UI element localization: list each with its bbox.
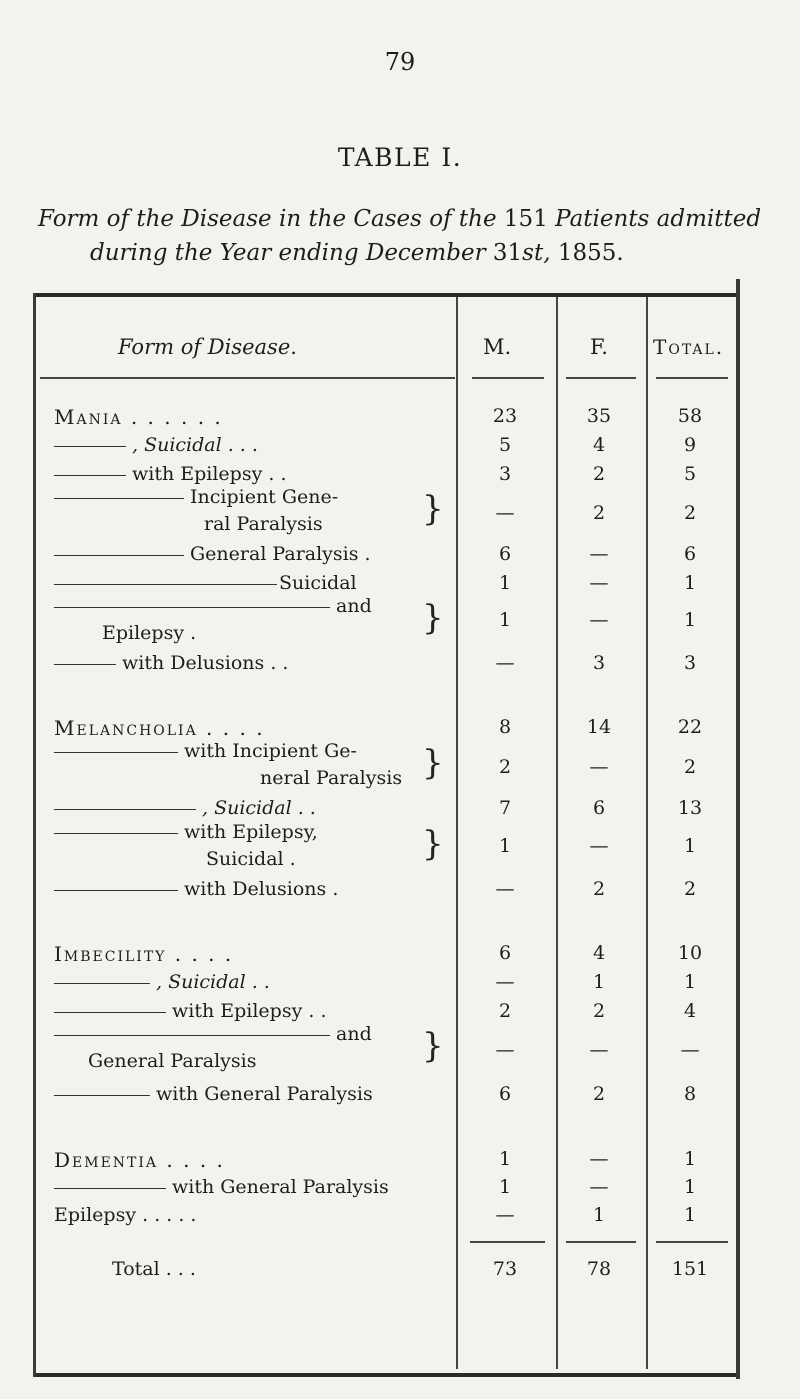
row-label-continued: neral Paralysis (260, 767, 403, 789)
row-label: Mania . . . . . . (54, 405, 223, 429)
row-label: Dementia . . . . (54, 1148, 225, 1172)
row-label: and (336, 1023, 372, 1045)
cell-total: 22 (677, 716, 703, 738)
cell-female: — (589, 835, 609, 857)
cell-female: 2 (592, 1000, 606, 1022)
row-label: , Suicidal . . (156, 971, 270, 993)
cell-total: 1 (683, 609, 697, 631)
header-rule-total (656, 377, 728, 379)
cell-male: 2 (498, 1000, 512, 1022)
ditto-dash (54, 1035, 330, 1036)
header-form-of-disease: Form of Disease. (118, 335, 297, 359)
ditto-dash (54, 1012, 166, 1013)
ditto-dash (54, 475, 126, 476)
total-rule-m (470, 1241, 545, 1243)
total-label: Total . . . (112, 1258, 196, 1280)
cell-female: — (589, 1176, 609, 1198)
cell-total: 1 (683, 1204, 697, 1226)
table-row (40, 821, 740, 875)
total-total: 151 (671, 1258, 709, 1280)
table-row (40, 1077, 740, 1111)
total-male: 73 (492, 1258, 518, 1280)
cell-total: 1 (683, 971, 697, 993)
total-row (40, 1252, 740, 1286)
ditto-dash (54, 833, 178, 834)
caption-line2-c: st, (522, 240, 558, 266)
row-label: with Epilepsy . . (132, 463, 287, 485)
page-number: 79 (384, 48, 416, 76)
ditto-dash (54, 983, 150, 984)
row-label: General Paralysis . (190, 543, 371, 565)
caption-line1-a: Form of the Disease in the Cases of the (38, 206, 504, 232)
cell-male: 1 (498, 835, 512, 857)
row-label: with Epilepsy, (184, 821, 318, 843)
cell-female: 2 (592, 502, 606, 524)
cell-total: 8 (683, 1083, 697, 1105)
cell-total: 6 (683, 543, 697, 565)
cell-male: 7 (498, 797, 512, 819)
cell-total: 1 (683, 1176, 697, 1198)
caption-line2-a: during the Year ending December (90, 240, 493, 266)
caption-line2-d: 1855. (557, 240, 624, 266)
ditto-dash (54, 664, 116, 665)
row-label-continued: Suicidal . (206, 848, 296, 870)
table-row (40, 710, 740, 744)
cell-male: — (495, 971, 515, 993)
cell-total: 2 (683, 756, 697, 778)
row-label: with Delusions . . (122, 652, 289, 674)
cell-female: 2 (592, 1083, 606, 1105)
table-caption (38, 202, 778, 270)
cell-total: 58 (677, 405, 703, 427)
ditto-dash (54, 555, 184, 556)
cell-total: 2 (683, 878, 697, 900)
cell-male: — (495, 1039, 515, 1061)
cell-female: — (589, 543, 609, 565)
cell-female: — (589, 609, 609, 631)
ditto-dash (54, 1095, 150, 1096)
row-label-continued: ral Paralysis (204, 513, 323, 535)
cell-total: — (680, 1039, 700, 1061)
cell-female: 3 (592, 652, 606, 674)
table-title: TABLE I. (337, 143, 463, 172)
cell-male: 6 (498, 1083, 512, 1105)
brace-glyph: } (422, 824, 444, 864)
row-label-continued: Epilepsy . (102, 622, 197, 644)
header-total: Total. (653, 335, 725, 359)
cell-total: 1 (683, 1148, 697, 1170)
cell-male: — (495, 502, 515, 524)
cell-female: 1 (592, 971, 606, 993)
header-rule-form (40, 377, 455, 379)
cell-total: 2 (683, 502, 697, 524)
cell-male: 1 (498, 1148, 512, 1170)
cell-total: 3 (683, 652, 697, 674)
brace-glyph: } (422, 489, 444, 529)
header-rule-f (566, 377, 636, 379)
caption-line1-b: 151 (503, 206, 548, 232)
cell-male: 1 (498, 572, 512, 594)
cell-female: 1 (592, 1204, 606, 1226)
cell-total: 1 (683, 835, 697, 857)
table-row (40, 595, 740, 649)
table-row (40, 791, 740, 825)
ditto-dash (54, 752, 178, 753)
row-label: Melancholia . . . . (54, 716, 265, 740)
table-row (40, 1023, 740, 1077)
table-row (40, 740, 740, 794)
brace-glyph: } (422, 598, 444, 638)
table-row (40, 486, 740, 540)
cell-male: — (495, 1204, 515, 1226)
cell-total: 13 (677, 797, 703, 819)
cell-female: 4 (592, 942, 606, 964)
cell-male: — (495, 652, 515, 674)
cell-male: 6 (498, 543, 512, 565)
row-label: with Delusions . (184, 878, 339, 900)
row-label: , Suicidal . . (202, 797, 316, 819)
cell-female: — (589, 572, 609, 594)
row-label: and (336, 595, 372, 617)
ditto-dash (54, 498, 184, 499)
cell-male: 3 (498, 463, 512, 485)
row-label: with Incipient Ge- (184, 740, 357, 762)
cell-male: — (495, 878, 515, 900)
total-female: 78 (586, 1258, 612, 1280)
cell-female: — (589, 1039, 609, 1061)
row-label: with General Paralysis (172, 1176, 389, 1198)
cell-total: 1 (683, 572, 697, 594)
total-rule-total (656, 1241, 728, 1243)
cell-female: 14 (586, 716, 612, 738)
cell-female: 35 (586, 405, 612, 427)
cell-total: 4 (683, 1000, 697, 1022)
cell-female: 2 (592, 463, 606, 485)
ditto-dash (54, 1188, 166, 1189)
cell-female: 6 (592, 797, 606, 819)
caption-line2-b: 31 (492, 240, 523, 266)
row-label: with Epilepsy . . (172, 1000, 327, 1022)
cell-female: 4 (592, 434, 606, 456)
cell-male: 2 (498, 756, 512, 778)
row-label-continued: General Paralysis (88, 1050, 257, 1072)
ditto-dash (54, 584, 277, 585)
ditto-dash (54, 890, 178, 891)
row-label: Imbecility . . . . (54, 942, 234, 966)
cell-male: 1 (498, 609, 512, 631)
header-male: M. (483, 335, 512, 359)
row-label: Epilepsy . . . . . (54, 1204, 197, 1226)
row-label: with General Paralysis (156, 1083, 373, 1105)
ditto-dash (54, 607, 330, 608)
cell-total: 10 (677, 942, 703, 964)
ditto-dash (54, 446, 126, 447)
caption-line1-c: Patients admitted (547, 206, 762, 232)
header-rule-m (472, 377, 544, 379)
brace-glyph: } (422, 1026, 444, 1066)
cell-male: 1 (498, 1176, 512, 1198)
header-female: F. (590, 335, 608, 359)
table-row (40, 1198, 740, 1232)
row-label: Suicidal (279, 572, 357, 594)
row-label: , Suicidal . . . (132, 434, 258, 456)
cell-male: 8 (498, 716, 512, 738)
table-row (40, 646, 740, 680)
cell-male: 6 (498, 942, 512, 964)
total-rule-f (566, 1241, 636, 1243)
cell-male: 23 (492, 405, 518, 427)
cell-male: 5 (498, 434, 512, 456)
cell-female: — (589, 756, 609, 778)
cell-total: 5 (683, 463, 697, 485)
cell-female: 2 (592, 878, 606, 900)
cell-total: 9 (683, 434, 697, 456)
cell-female: — (589, 1148, 609, 1170)
ditto-dash (54, 809, 196, 810)
table-row (40, 872, 740, 906)
row-label: Incipient Gene- (190, 486, 339, 508)
brace-glyph: } (422, 743, 444, 783)
